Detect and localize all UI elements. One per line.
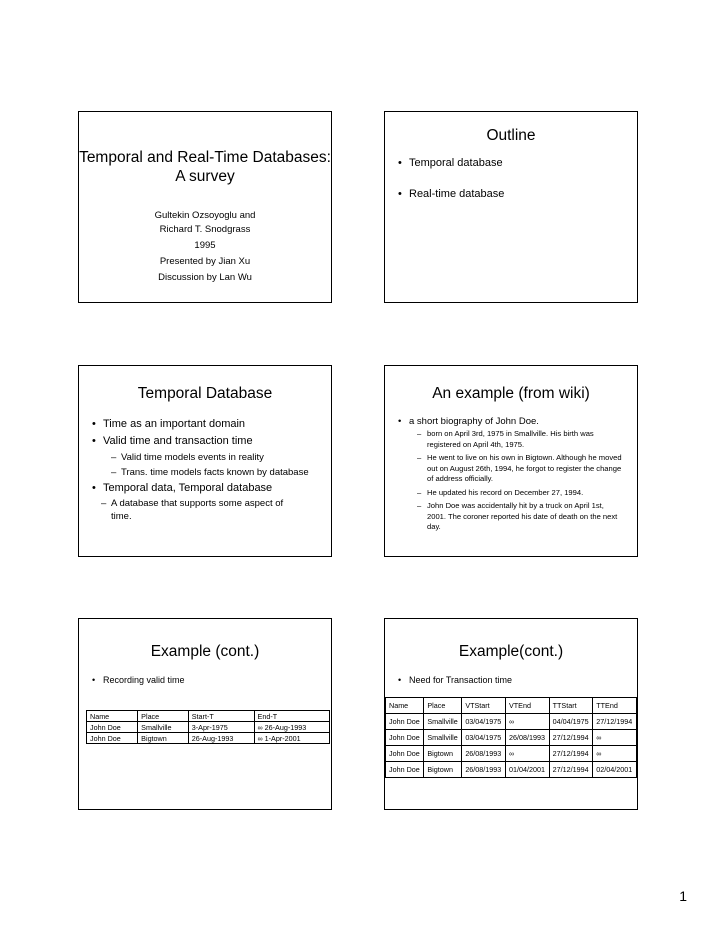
page-number: 1 (679, 888, 687, 904)
table-cell: Bigtown (138, 733, 189, 744)
sub-bullet-item: – Trans. time models facts known by database (89, 465, 325, 480)
table-cell: 27/12/1994 (549, 762, 593, 778)
slide-heading: Example(cont.) (458, 643, 564, 660)
slide-example-wiki (384, 365, 638, 557)
column-header: VTStart (462, 698, 506, 714)
table-cell: Smallville (424, 714, 462, 730)
table-cell: 26-Aug-1993 (188, 733, 254, 744)
table-cell: 26/08/1993 (462, 746, 506, 762)
bullet-item: • Temporal data, Temporal database (89, 480, 325, 497)
author-line: Gultekin Ozsoyoglu and (154, 210, 256, 221)
column-header: End-T (254, 711, 329, 722)
table-row (386, 746, 637, 762)
column-header: Name (87, 711, 138, 722)
table-row (386, 714, 637, 730)
presenter-line: Presented by Jian Xu (159, 256, 251, 267)
table-cell: 3-Apr-1975 (188, 722, 254, 733)
table-cell: 26/08/1993 (462, 762, 506, 778)
year-line: 1995 (194, 240, 216, 251)
slide-heading: An example (from wiki) (432, 385, 590, 402)
slide-outline (384, 111, 638, 303)
column-header: Place (424, 698, 462, 714)
table-cell: John Doe (386, 746, 424, 762)
sub-bullet-item: – A database that supports some aspect of time. (79, 497, 325, 523)
valid-time-table (86, 710, 330, 744)
column-header: TTEnd (593, 698, 637, 714)
slide-temporal-database (78, 365, 332, 557)
table-header-row (386, 698, 637, 714)
table-cell: ∞ (505, 714, 549, 730)
slide-example-cont-valid (78, 618, 332, 810)
slide-heading: Example (cont.) (150, 643, 260, 660)
bullet-list (395, 675, 512, 685)
bullet-item: • Recording valid time (89, 675, 185, 685)
column-header: Place (138, 711, 189, 722)
author-line: Richard T. Snodgrass (159, 224, 251, 235)
bullet-item: • a short biography of John Doe. (395, 415, 623, 429)
sub-bullet-item: – Valid time models events in reality (89, 450, 325, 465)
slide-heading: Outline (486, 127, 536, 144)
table-cell: 03/04/1975 (462, 730, 506, 746)
table-cell: 27/12/1994 (549, 730, 593, 746)
table-row (87, 733, 330, 744)
slide-title-heading: Temporal and Real-Time Databases: A survey (79, 149, 331, 185)
table-cell: 03/04/1975 (462, 714, 506, 730)
sub-bullet-item: – born on April 3rd, 1975 in Smallville. His birth was registered on April 4th, 1975. (395, 429, 623, 450)
bullet-list (89, 675, 185, 685)
table-cell: ∞ (593, 730, 637, 746)
table-cell: ∞ (593, 746, 637, 762)
bullet-item: • Valid time and transaction time (89, 433, 325, 450)
column-header: TTStart (549, 698, 593, 714)
table-cell: John Doe (87, 733, 138, 744)
column-header: VTEnd (505, 698, 549, 714)
table-row (386, 730, 637, 746)
table-cell: ∞ 26-Aug-1993 (254, 722, 329, 733)
sub-bullet-item: – He updated his record on December 27, 1994. (395, 488, 623, 499)
table-cell: John Doe (386, 762, 424, 778)
bullet-list (89, 416, 325, 523)
outline-item: • Temporal database (395, 157, 504, 169)
slide-example-cont-transaction (384, 618, 638, 810)
table-cell: 01/04/2001 (505, 762, 549, 778)
table-cell: Bigtown (424, 746, 462, 762)
bullet-item: • Time as an important domain (89, 416, 325, 433)
slide-heading: Temporal Database (137, 385, 273, 402)
table-cell: ∞ 1-Apr-2001 (254, 733, 329, 744)
table-row (386, 762, 637, 778)
table-cell: Smallville (138, 722, 189, 733)
table-cell: 27/12/1994 (593, 714, 637, 730)
sub-bullet-item: – He went to live on his own in Bigtown. Although he moved out on August 26th, 1994, he forgot to register the change of address officially. (395, 453, 623, 485)
slide-authors (79, 209, 331, 285)
discussion-line: Discussion by Lan Wu (158, 272, 252, 283)
column-header: Start-T (188, 711, 254, 722)
table-row (87, 722, 330, 733)
bullet-item: • Need for Transaction time (395, 675, 512, 685)
table-cell: Bigtown (424, 762, 462, 778)
table-cell: 02/04/2001 (593, 762, 637, 778)
table-header-row (87, 711, 330, 722)
table-cell: John Doe (87, 722, 138, 733)
outline-list (395, 157, 504, 200)
table-cell: John Doe (386, 730, 424, 746)
table-cell: 27/12/1994 (549, 746, 593, 762)
table-cell: 26/08/1993 (505, 730, 549, 746)
bullet-list (395, 415, 623, 533)
transaction-time-table (385, 697, 637, 778)
table-cell: Smallville (424, 730, 462, 746)
table-cell: ∞ (505, 746, 549, 762)
outline-item: • Real-time database (395, 188, 504, 200)
slide-title (78, 111, 332, 303)
column-header: Name (386, 698, 424, 714)
sub-bullet-item: – John Doe was accidentally hit by a truck on April 1st, 2001. The coroner reported his date of death on the next day. (395, 501, 623, 533)
table-cell: John Doe (386, 714, 424, 730)
table-cell: 04/04/1975 (549, 714, 593, 730)
